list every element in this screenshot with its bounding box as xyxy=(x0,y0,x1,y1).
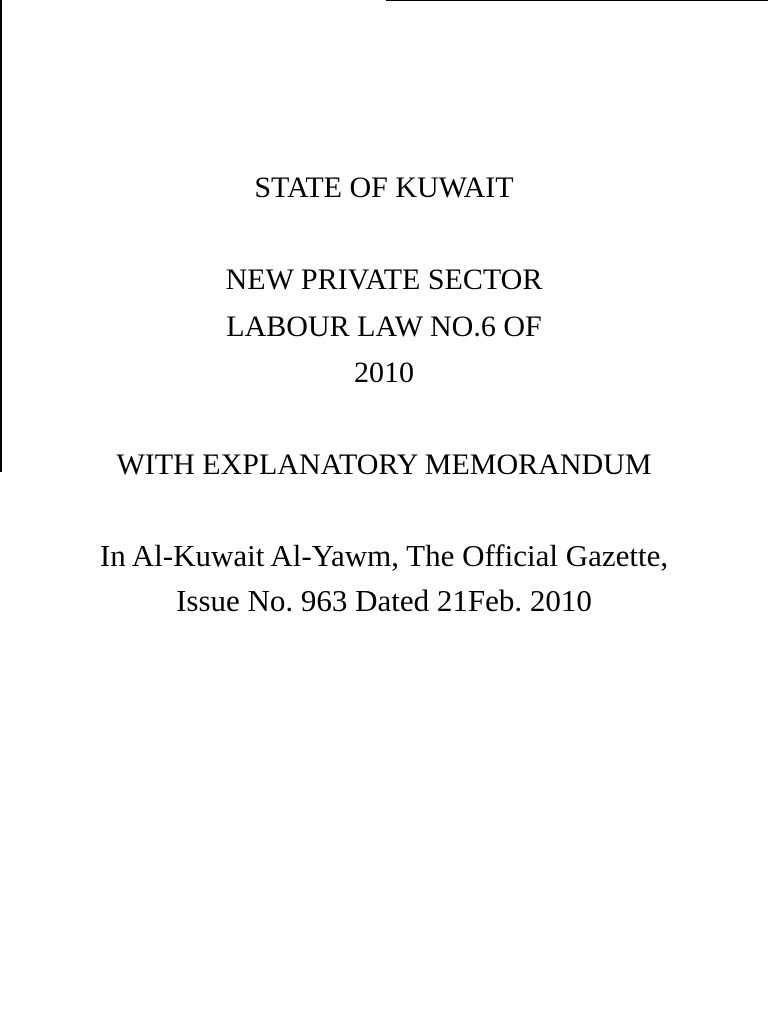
state-title: STATE OF KUWAIT xyxy=(254,171,514,204)
left-border-rule xyxy=(0,0,2,472)
gazette-line-1: In Al-Kuwait Al-Yawm, The Official Gazette, xyxy=(99,538,669,573)
law-title-line-3: 2010 xyxy=(354,356,414,389)
memorandum-line: WITH EXPLANATORY MEMORANDUM xyxy=(116,448,652,481)
law-title-line-2: LABOUR LAW NO.6 OF xyxy=(226,310,542,343)
law-title-line-1: NEW PRIVATE SECTOR xyxy=(225,263,543,296)
top-border-rule xyxy=(386,0,768,1)
gazette-line-2: Issue No. 963 Dated 21Feb. 2010 xyxy=(176,583,592,618)
